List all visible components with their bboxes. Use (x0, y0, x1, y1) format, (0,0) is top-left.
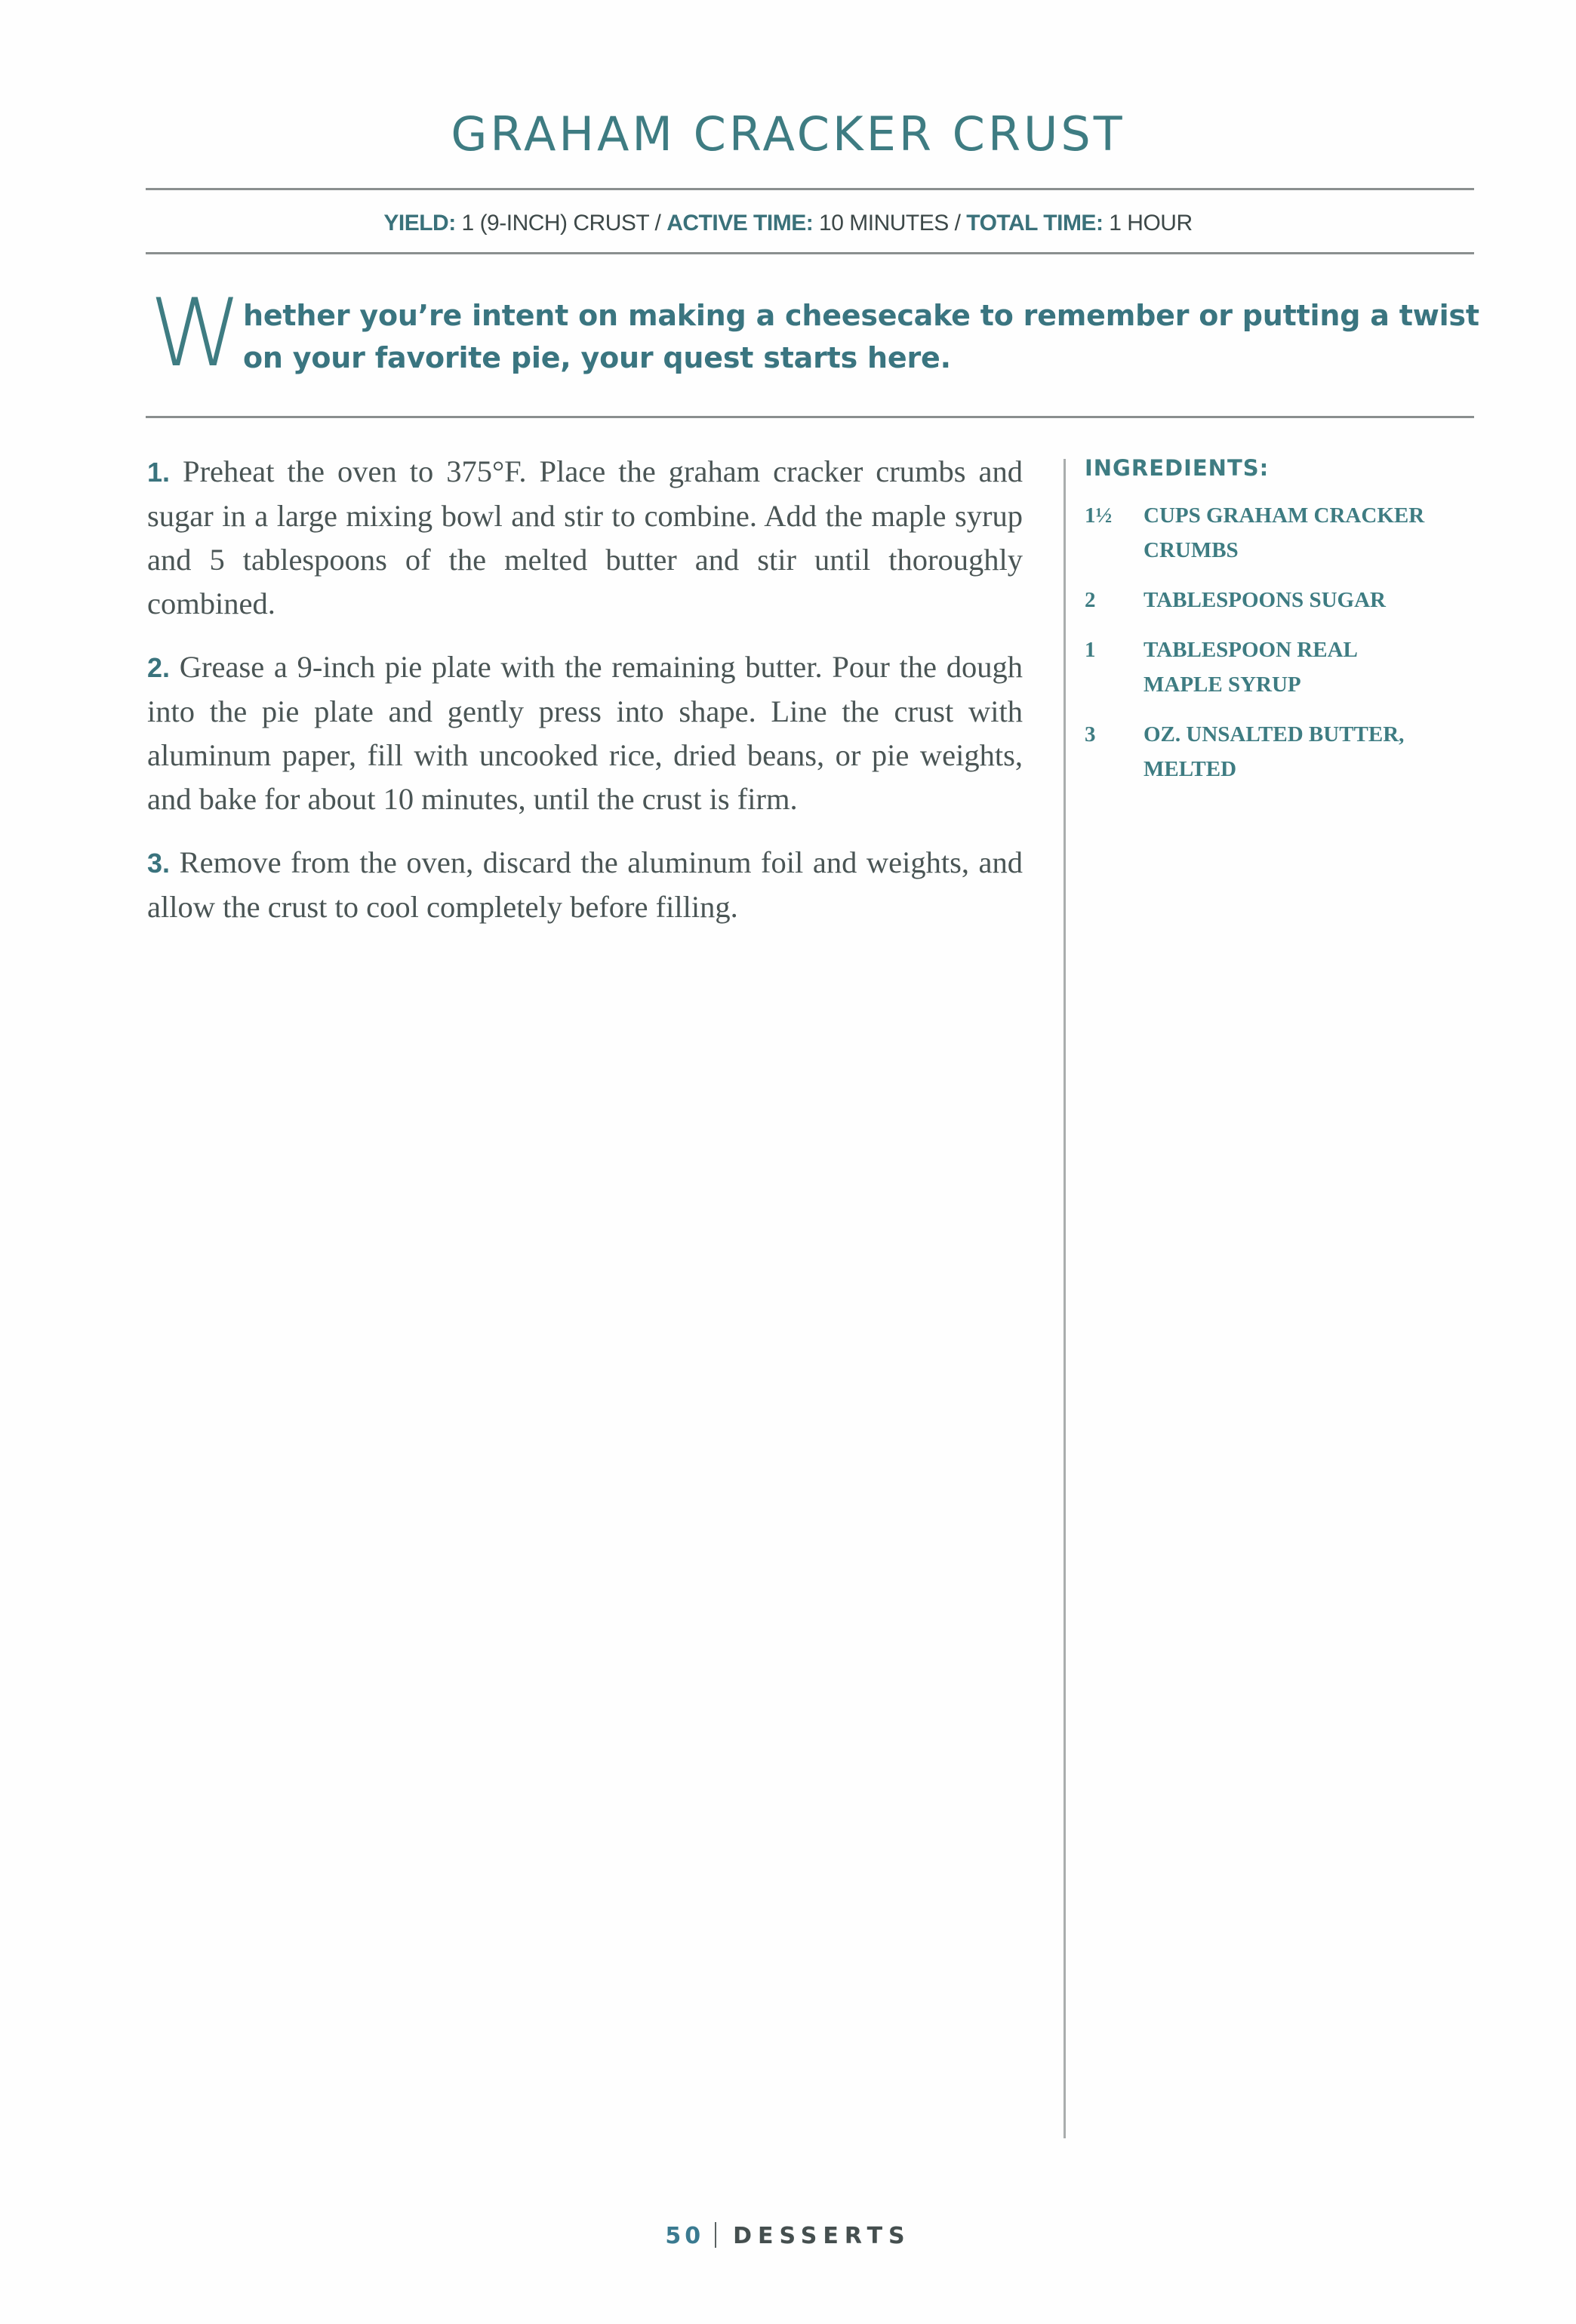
instruction-step (147, 645, 1023, 821)
section-name: DESSERTS (733, 2223, 911, 2249)
step-text: Remove from the oven, discard the aluminum foil and weights, and allow the crust to cool completely before filling. (147, 845, 1023, 924)
ingredient-name: TABLESPOON REAL MAPLE SYRUP (1144, 638, 1357, 697)
meta-separator: / (648, 211, 667, 235)
ingredient-item (1085, 717, 1477, 786)
page-number: 50 (665, 2223, 705, 2249)
instruction-step (147, 841, 1023, 929)
ingredient-quantity: 1 (1085, 638, 1096, 662)
step-number: 3. (147, 848, 171, 879)
ingredient-quantity: 3 (1085, 722, 1096, 746)
ingredient-quantity: 1½ (1085, 503, 1113, 528)
page-footer (0, 2218, 1576, 2255)
instruction-step (147, 450, 1023, 626)
step-number: 1. (147, 457, 171, 488)
total-time-value: 1 HOUR (1109, 211, 1193, 235)
intro-dropcap: W (149, 279, 242, 388)
ingredient-item (1085, 583, 1477, 617)
step-number: 2. (147, 652, 171, 683)
ingredient-name: TABLESPOONS SUGAR (1144, 588, 1386, 612)
instructions (147, 450, 1023, 949)
ingredients-panel (1085, 453, 1477, 802)
active-time-value: 10 MINUTES (819, 211, 949, 235)
total-time-label: TOTAL TIME: (966, 211, 1104, 235)
ingredients-heading: INGREDIENTS: (1085, 455, 1270, 481)
intro-text: hether you’re intent on making a cheesecake to remember or putting a twist on your favorite pie, your quest starts here. (243, 299, 1479, 374)
recipe-title: GRAHAM CRACKER CRUST (451, 106, 1125, 162)
ingredient-name: CUPS GRAHAM CRACKER CRUMBS (1144, 503, 1425, 562)
ingredient-item (1085, 498, 1477, 568)
ingredient-item (1085, 633, 1477, 702)
recipe-intro (149, 279, 1479, 392)
yield-label: YIELD: (383, 211, 456, 235)
ingredient-name: OZ. UNSALTED BUTTER, MELTED (1144, 722, 1405, 781)
intro-bottom-rule (146, 416, 1474, 418)
recipe-meta-line (0, 208, 1576, 239)
step-text: Grease a 9-inch pie plate with the remaining butter. Pour the dough into the pie plate and gently press into shape. Line the crust with aluminum paper, fill with uncooked rice, dried beans, or pie weights, and bake for about 10 minutes, until the crust is firm. (147, 650, 1023, 816)
column-divider (1063, 459, 1066, 2138)
ingredient-quantity: 2 (1085, 588, 1096, 612)
header-bottom-rule (146, 252, 1474, 254)
header-top-rule (146, 188, 1474, 190)
footer-separator (715, 2222, 716, 2248)
meta-separator: / (948, 211, 967, 235)
yield-value: 1 (9-INCH) CRUST (461, 211, 649, 235)
step-text: Preheat the oven to 375°F. Place the graham cracker crumbs and sugar in a large mixing bowl and stir to combine. Add the maple syrup and 5 tablespoons of the melted butter and stir until thoroughly combined. (147, 454, 1023, 620)
active-time-label: ACTIVE TIME: (666, 211, 814, 235)
ingredients-list (1085, 498, 1477, 786)
